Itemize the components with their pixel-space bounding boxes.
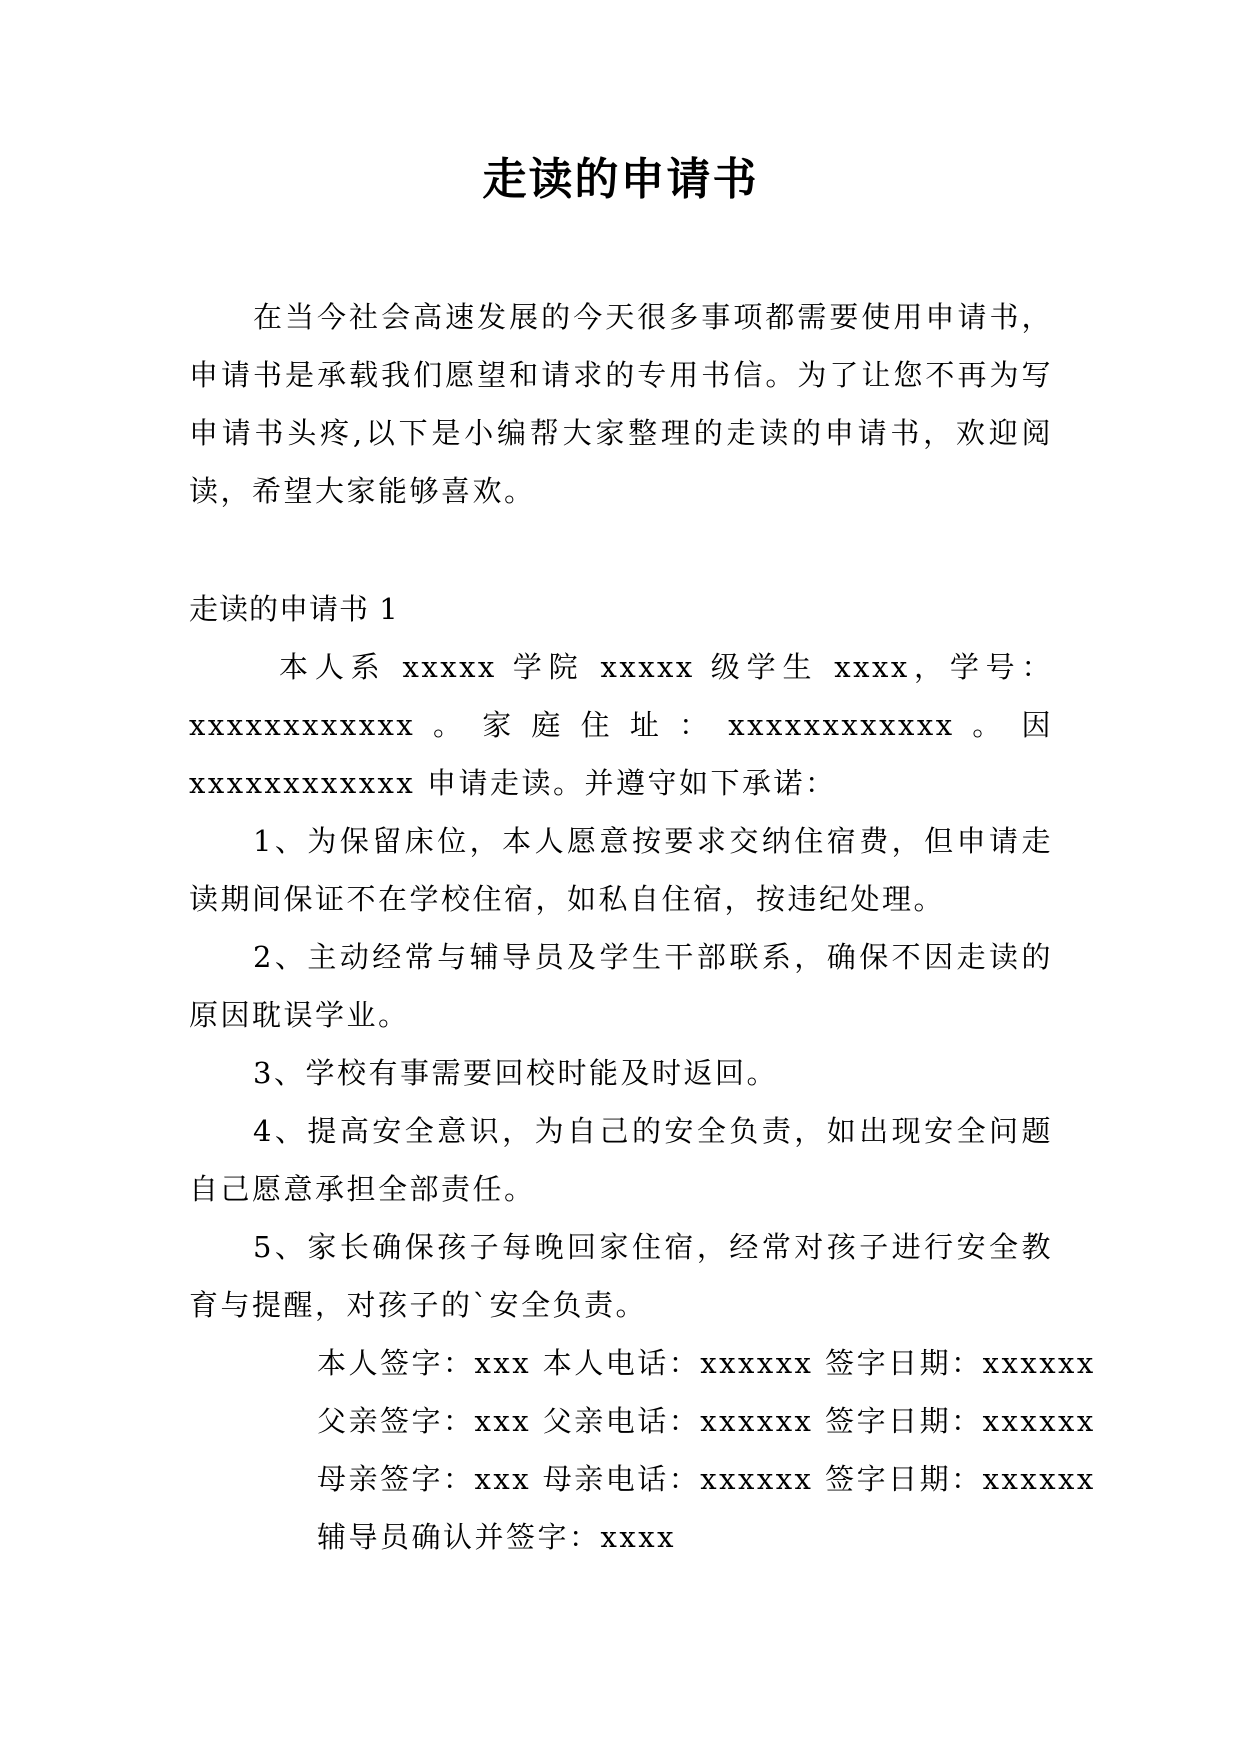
promise-item-5: 5、家长确保孩子每晚回家住宿，经常对孩子进行安全教育与提醒，对孩子的`安全负责。 xyxy=(189,1230,1053,1322)
application-content xyxy=(189,638,1096,1566)
promise-item-2: 2、主动经常与辅导员及学生干部联系，确保不因走读的原因耽误学业。 xyxy=(189,940,1053,1032)
promise-item-3: 3、学校有事需要回校时能及时返回。 xyxy=(253,1056,778,1090)
promise-item-1: 1、为保留床位，本人愿意按要求交纳住宿费，但申请走读期间保证不在学校住宿，如私自住宿，按违纪处理。 xyxy=(189,824,1053,916)
intro-paragraph: 在当今社会高速发展的今天很多事项都需要使用申请书，申请书是承载我们愿望和请求的专用书信。为了让您不再为写申请书头疼,以下是小编帮大家整理的走读的申请书，欢迎阅读，希望大家能够喜欢。 xyxy=(189,300,1053,508)
signature-line-father: 父亲签字：xxx 父亲电话：xxxxxx 签字日期：xxxxxx xyxy=(317,1404,1096,1438)
statement-paragraph: 本人系 xxxxx 学院 xxxxx 级学生 xxxx，学号：xxxxxxxxxxxx。家庭住址：xxxxxxxxxxxx。因 xxxxxxxxxxxx 申请走读。并遵守如下承诺： xyxy=(189,650,1053,800)
signature-line-counselor: 辅导员确认并签字：xxxx xyxy=(317,1520,676,1554)
signature-line-mother: 母亲签字：xxx 母亲电话：xxxxxx 签字日期：xxxxxx xyxy=(317,1462,1096,1496)
promise-item-4: 4、提高安全意识，为自己的安全负责，如出现安全问题自己愿意承担全部责任。 xyxy=(189,1114,1053,1206)
signature-line-self: 本人签字：xxx 本人电话：xxxxxx 签字日期：xxxxxx xyxy=(317,1346,1096,1380)
document-title: 走读的申请书 xyxy=(482,154,759,205)
section-heading: 走读的申请书 1 xyxy=(189,592,399,626)
